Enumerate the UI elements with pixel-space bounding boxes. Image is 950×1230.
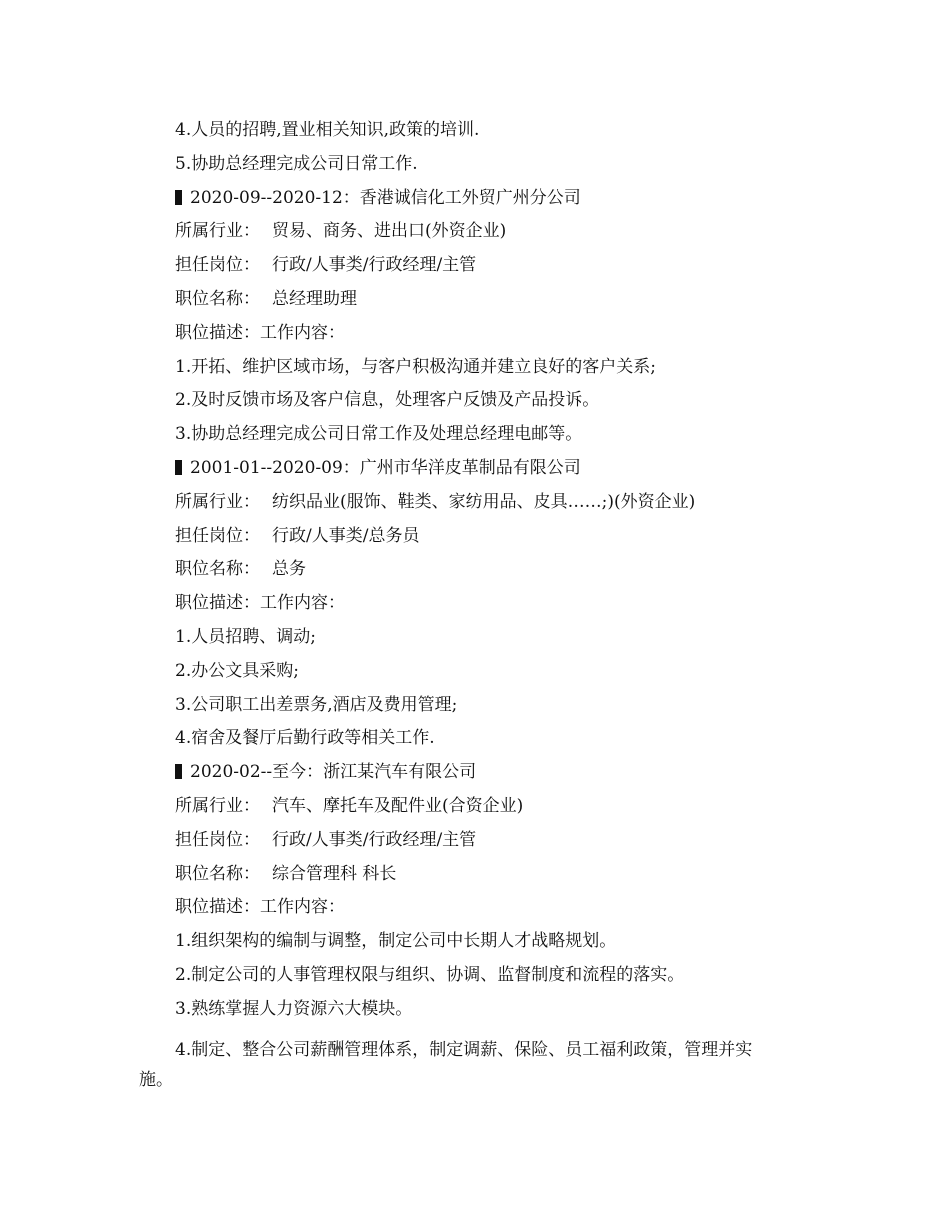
job-post [139,249,819,283]
job-header-text: 2001-01--2020-09：广州市华洋皮革制品有限公司 [190,457,581,478]
post-label: 担任岗位： [175,255,260,276]
duty-item-continuation: 施。 [139,1069,173,1090]
post-value: 行政/人事类/行政经理/主管 [272,255,477,276]
industry-value: 贸易、商务、进出口(外资企业) [272,221,507,242]
job-title [139,553,819,587]
duty-item: 1.开拓、维护区域市场，与客户积极沟通并建立良好的客户关系; [175,356,656,377]
duty-item: 1.组织架构的编制与调整，制定公司中长期人才战略规划。 [175,931,617,952]
duty-item: 3.熟练掌握人力资源六大模块。 [175,998,413,1019]
duty-item: 3.协助总经理完成公司日常工作及处理总经理电邮等。 [175,424,583,445]
title-label: 职位名称： [175,863,260,884]
duty-item-wrapped: 4.制定、整合公司薪酬管理体系，制定调薪、保险、员工福利政策，管理并实 [175,1039,753,1060]
job-industry [139,790,819,824]
title-label: 职位名称： [175,288,260,309]
job-header [139,452,819,486]
job-header [139,756,819,790]
duty-item: 2.办公文具采购; [175,660,299,681]
intro-line: 4.人员的招聘,置业相关知识,政策的培训. [175,120,480,140]
post-label: 担任岗位： [175,829,260,850]
title-value: 总经理助理 [272,288,357,309]
job-description-label: 职位描述：工作内容： [175,322,345,343]
job-title [139,858,819,892]
job-industry [139,215,819,249]
duty-item: 1.人员招聘、调动; [175,626,316,647]
title-value: 综合管理科 科长 [272,863,397,884]
industry-label: 所属行业： [175,795,260,816]
post-value: 行政/人事类/总务员 [272,525,420,546]
duty-item: 3.公司职工出差票务,酒店及费用管理; [175,694,458,715]
bullet-block-icon [175,764,182,779]
duty-item: 4.宿舍及餐厅后勤行政等相关工作. [175,728,435,749]
job-description-label: 职位描述：工作内容： [175,593,345,614]
duty-item: 2.及时反馈市场及客户信息，处理客户反馈及产品投诉。 [175,390,600,411]
post-value: 行政/人事类/行政经理/主管 [272,829,477,850]
job-header [139,182,819,216]
job-header-text: 2020-09--2020-12：香港诚信化工外贸广州分公司 [190,187,581,208]
resume-work-history [139,114,819,1107]
job-description-label: 职位描述：工作内容： [175,897,345,918]
title-label: 职位名称： [175,559,260,580]
bullet-block-icon [175,460,182,475]
job-header-text: 2020-02--至今：浙江某汽车有限公司 [190,762,477,783]
job-title [139,283,819,317]
title-value: 总务 [272,559,306,580]
intro-line: 5.协助总经理完成公司日常工作. [175,153,418,174]
post-label: 担任岗位： [175,525,260,546]
job-post [139,520,819,554]
industry-label: 所属行业： [175,221,260,242]
bullet-block-icon [175,190,182,205]
industry-value: 纺织品业(服饰、鞋类、家纺用品、皮具……;)(外资企业) [272,491,696,512]
duty-item: 2.制定公司的人事管理权限与组织、协调、监督制度和流程的落实。 [175,964,685,985]
job-post [139,824,819,858]
industry-value: 汽车、摩托车及配件业(合资企业) [272,795,524,816]
industry-label: 所属行业： [175,491,260,512]
job-industry [139,486,819,520]
